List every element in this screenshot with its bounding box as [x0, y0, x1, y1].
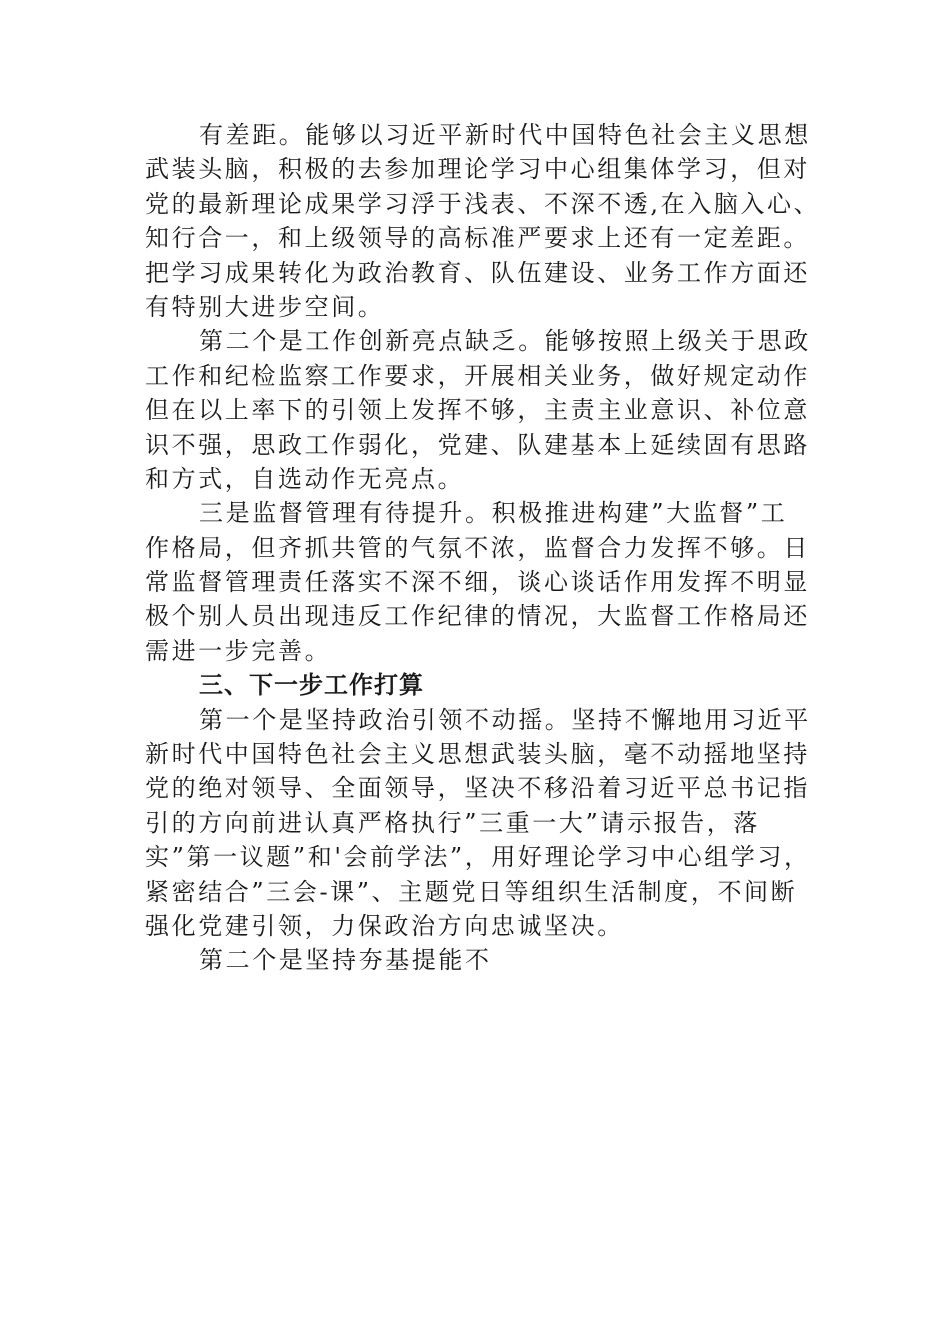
- text-line: 作格局，但齐抓共管的气氛不浓，监督合力发挥不够。日: [145, 533, 810, 562]
- text-line: 把学习成果转化为政治教育、队伍建设、业务工作方面还: [145, 258, 810, 287]
- text-line: 第二个是工作创新亮点缺乏。能够按照上级关于思政: [199, 327, 811, 356]
- paragraph: [145, 703, 810, 944]
- text-line: 强化党建引领，力保政治方向忠诚坚决。: [145, 911, 624, 940]
- text-line: 工作和纪检监察工作要求，开展相关业务，做好规定动作: [145, 361, 810, 390]
- text-line: 实”第一议题”和'会前学法”，用好理论学习中心组学习，: [145, 843, 811, 872]
- text-line: 党的最新理论成果学习浮于浅表、不深不透,在入脑入心、: [145, 189, 821, 218]
- text-line: 武装头脑，积极的去参加理论学习中心组集体学习，但对: [145, 155, 810, 184]
- text-line: 新时代中国特色社会主义思想武装头脑，毫不动摇地坚持: [145, 740, 810, 769]
- text-line: 有差距。能够以习近平新时代中国特色社会主义思想: [199, 121, 811, 149]
- text-line: 第一个是坚持政治引领不动摇。坚持不懈地用习近平: [199, 705, 811, 734]
- text-line: 需进一步完善。: [145, 636, 332, 665]
- section-heading: [145, 668, 810, 702]
- paragraph: [145, 496, 810, 668]
- text-line: 常监督管理责任落实不深不细，谈心谈话作用发挥不明显: [145, 568, 810, 597]
- text-line: 但在以上率下的引领上发挥不够，主责主业意识、补位意: [145, 396, 810, 425]
- heading-text: 三、下一步工作打算: [199, 671, 424, 700]
- paragraph: [145, 118, 821, 324]
- text-line: 识不强，思政工作弱化，党建、队建基本上延续固有思路: [145, 430, 810, 459]
- text-line: 和方式，自选动作无亮点。: [145, 464, 465, 493]
- text-line: 引的方向前进认真严格执行”三重一大”请示报告，落: [145, 808, 760, 837]
- paragraph: [145, 324, 810, 496]
- text-line: 极个别人员出现违反工作纪律的情况，大监督工作格局还: [145, 602, 810, 631]
- text-line: 三是监督管理有待提升。积极推进构建”大监督”工: [199, 499, 788, 528]
- text-line: 有特别大进步空间。: [145, 292, 385, 321]
- text-line: 紧密结合”三会-课”、主题党日等组织生活制度，不间断: [145, 877, 798, 906]
- document-body: [145, 118, 821, 978]
- text-line: 第二个是坚持夯基提能不: [199, 946, 492, 975]
- text-line: 知行合一，和上级领导的高标准严要求上还有一定差距。: [145, 224, 810, 253]
- paragraph: [145, 943, 810, 977]
- text-line: 党的绝对领导、全面领导，坚决不移沿着习近平总书记指: [145, 774, 810, 803]
